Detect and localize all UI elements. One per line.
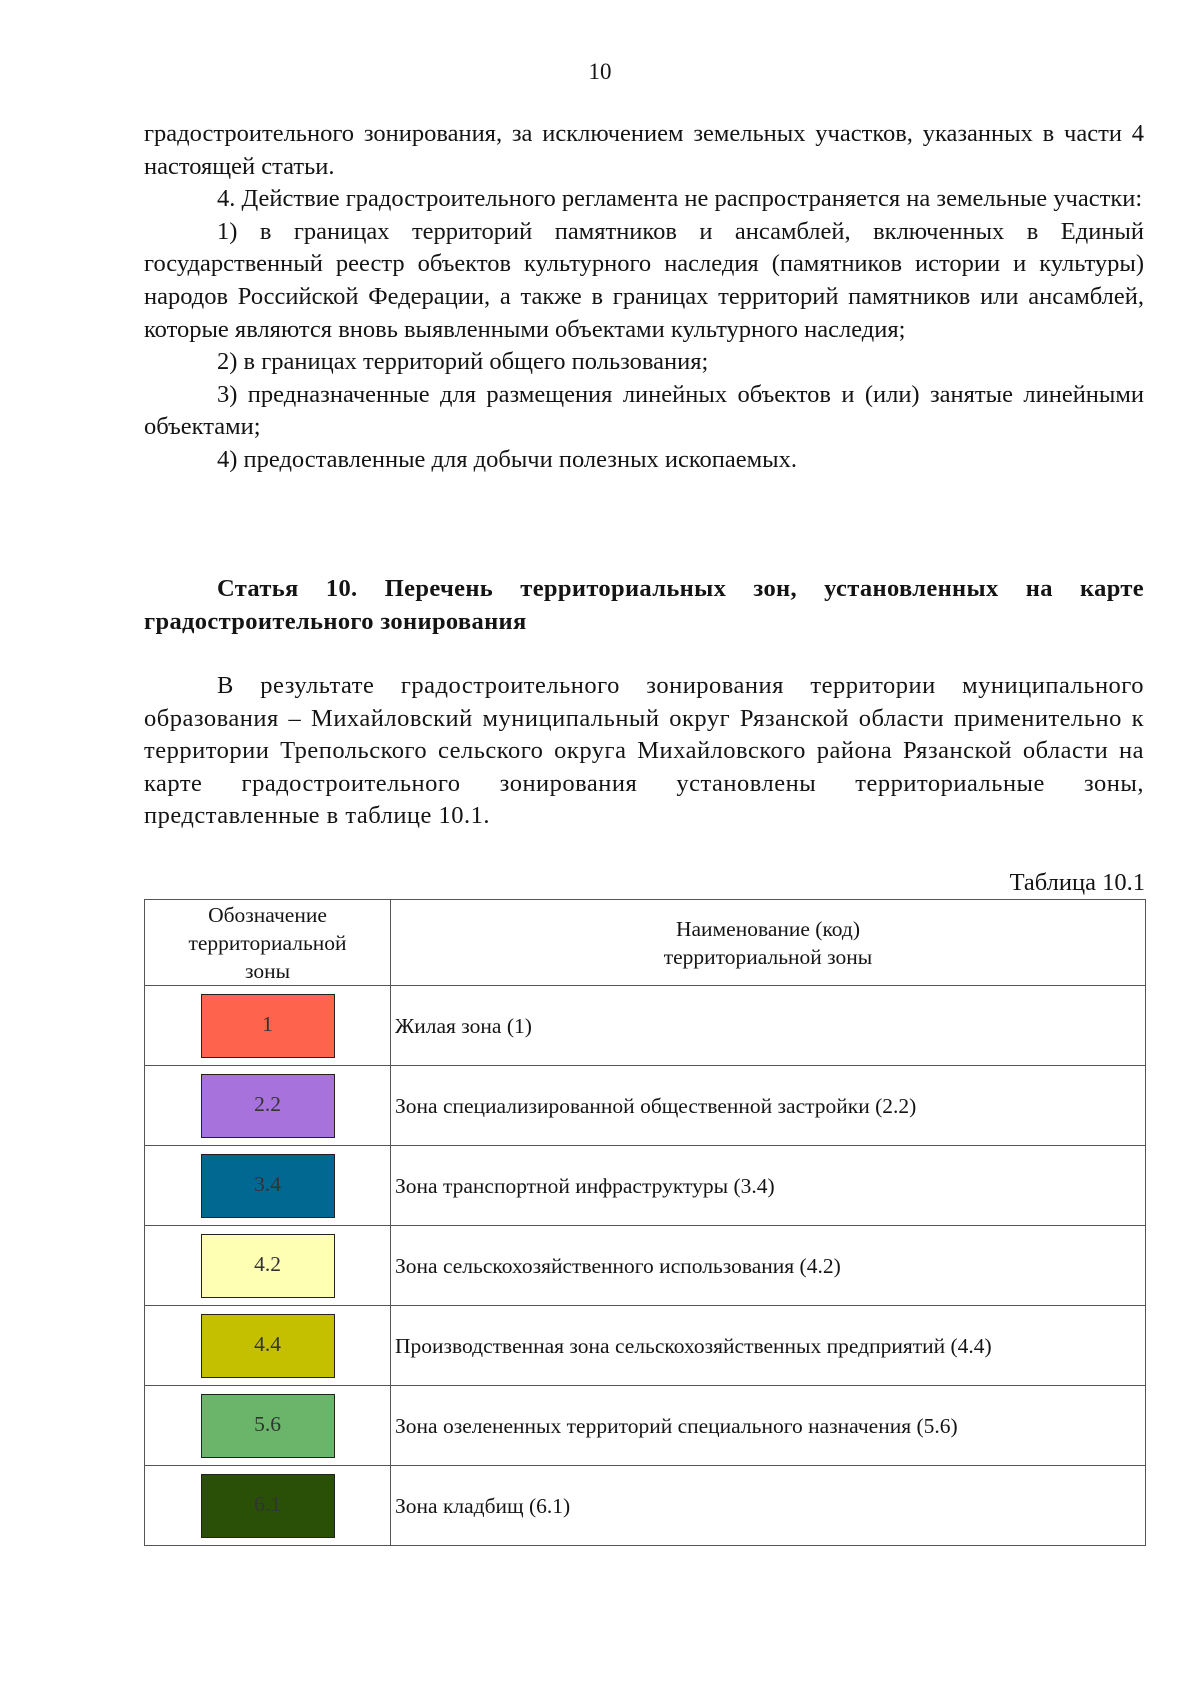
zone-code-cell	[145, 986, 391, 1066]
table-row	[145, 1226, 1146, 1306]
zone-color-swatch: 2.2	[201, 1074, 335, 1138]
header-designation-line: зоны	[244, 958, 291, 983]
page-number: 10	[588, 59, 612, 84]
zone-name: Зона кладбищ (6.1)	[391, 1466, 1146, 1546]
continuation-paragraph: градостроительного зонирования, за исключением земельных участков, указанных в части 4 настоящей статьи.	[144, 120, 1144, 180]
zone-color-swatch: 1	[201, 994, 335, 1058]
zones-table	[144, 899, 1146, 1546]
table-row	[145, 1306, 1146, 1386]
article-heading: Статья 10. Перечень территориальных зон, установленных на карте градостроительного зонирования	[144, 575, 1144, 635]
zone-name: Зона транспортной инфраструктуры (3.4)	[391, 1146, 1146, 1226]
zone-code-cell	[145, 1066, 391, 1146]
zone-color-swatch: 5.6	[201, 1394, 335, 1458]
zone-name: Производственная зона сельскохозяйственных предприятий (4.4)	[391, 1306, 1146, 1386]
header-designation	[145, 900, 391, 986]
table-row	[145, 1146, 1146, 1226]
zone-name: Зона сельскохозяйственного использования (4.2)	[391, 1226, 1146, 1306]
zone-code-cell	[145, 1306, 391, 1386]
header-name-line: Наименование (код)	[675, 916, 861, 941]
zone-code-cell	[145, 1466, 391, 1546]
table-row	[145, 1386, 1146, 1466]
zone-code-cell	[145, 1386, 391, 1466]
zone-code-cell	[145, 1226, 391, 1306]
item-4-intro: 4. Действие градостроительного регламента не распространяется на земельные участки:	[217, 185, 1143, 213]
list-item-2: 2) в границах территорий общего пользования;	[217, 348, 709, 376]
zone-color-swatch: 6.1	[201, 1474, 335, 1538]
table-row	[145, 1066, 1146, 1146]
header-name-line: территориальной зоны	[663, 944, 873, 969]
zone-code-cell	[145, 1146, 391, 1226]
list-item-1: 1) в границах территорий памятников и ансамблей, включенных в Единый государственный реестр объектов культурного наследия (памятников истории и культуры) народов Российской Федерации, а также в границах территорий памятников или ансамблей, которые являются вновь выявленными объектами культурного наследия;	[144, 217, 1144, 343]
zone-name: Жилая зона (1)	[391, 986, 1146, 1066]
table-row	[145, 986, 1146, 1066]
table-row	[145, 1466, 1146, 1546]
zone-color-swatch: 4.4	[201, 1314, 335, 1378]
zone-name: Зона специализированной общественной застройки (2.2)	[391, 1066, 1146, 1146]
header-designation-line: территориальной	[188, 930, 347, 955]
zone-color-swatch: 3.4	[201, 1154, 335, 1218]
body-text	[144, 118, 1144, 477]
list-item-3: 3) предназначенные для размещения линейных объектов и (или) занятые линейными объектами;	[144, 380, 1144, 441]
zone-color-swatch: 4.2	[201, 1234, 335, 1298]
table-caption: Таблица 10.1	[1009, 869, 1145, 896]
header-name	[391, 900, 1146, 986]
zone-name: Зона озелененных территорий специального назначения (5.6)	[391, 1386, 1146, 1466]
intro-paragraph: В результате градостроительного зонирования территории муниципального образования – Михайловский муниципальный округ Рязанской области применительно к территории Трепольского сельского округа Михайловского района Рязанской области на карте градостроительного зонирования установлены территориальные зоны, представленные в таблице 10.1.	[144, 672, 1144, 830]
table-header-row	[145, 900, 1146, 986]
list-item-4: 4) предоставленные для добычи полезных ископаемых.	[217, 445, 797, 473]
header-designation-line: Обозначение	[208, 902, 327, 927]
